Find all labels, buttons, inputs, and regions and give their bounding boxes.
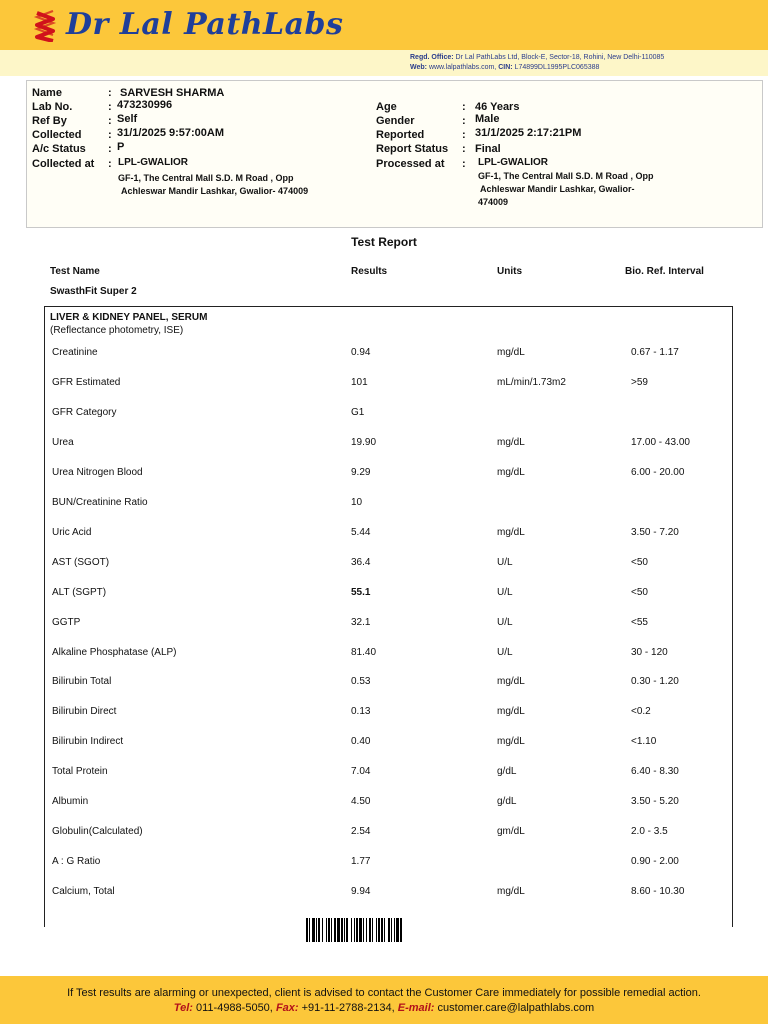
reported-label: Reported bbox=[376, 129, 425, 141]
test-ref-interval: 17.00 - 43.00 bbox=[631, 436, 690, 448]
age-label: Age bbox=[376, 101, 397, 113]
table-row bbox=[0, 377, 768, 395]
processed-address-line3: 474009 bbox=[478, 197, 509, 207]
test-name: GFR Estimated bbox=[52, 376, 121, 388]
test-unit: mL/min/1.73m2 bbox=[497, 376, 566, 388]
test-unit: mg/dL bbox=[497, 436, 525, 448]
table-row bbox=[0, 856, 768, 874]
footer-email[interactable]: customer.care@lalpathlabs.com bbox=[437, 1002, 595, 1014]
test-name: Creatinine bbox=[52, 347, 98, 358]
test-result: 0.13 bbox=[351, 706, 371, 718]
test-unit: mg/dL bbox=[497, 676, 525, 688]
col-header-units: Units bbox=[497, 266, 522, 277]
logo-mark-icon bbox=[32, 10, 58, 42]
test-ref-interval: <0.2 bbox=[631, 706, 651, 718]
col-header-test-name: Test Name bbox=[50, 266, 100, 277]
table-row bbox=[0, 886, 768, 904]
processed-address-line1: GF-1, The Central Mall S.D. M Road , Opp bbox=[478, 171, 654, 181]
test-result: 36.4 bbox=[351, 556, 371, 568]
report-title: Test Report bbox=[351, 235, 417, 249]
logo-text: Dr Lal PathLabs bbox=[66, 7, 344, 42]
report-status-label: Report Status bbox=[376, 143, 449, 155]
test-unit: U/L bbox=[497, 616, 513, 628]
test-ref-interval: 0.67 - 1.17 bbox=[631, 347, 679, 358]
panel-title: LIVER & KIDNEY PANEL, SERUM bbox=[50, 312, 208, 323]
processed-address-line2: Achleswar Mandir Lashkar, Gwalior- bbox=[480, 184, 635, 194]
ac-status-label: A/c Status bbox=[32, 143, 86, 155]
table-row bbox=[0, 407, 768, 425]
footer-contact: Tel: 011-4988-5050, Fax: +91-11-2788-2134, E-mail: customer.care@lalpathlabs.com bbox=[173, 1002, 595, 1014]
regd-office-info: Regd. Office: Dr Lal PathLabs Ltd, Block-E, Sector-18, Rohini, New Delhi-110085 Web: www.lalpathlabs.com, CIN: L74899DL1995PLC065388 bbox=[410, 54, 665, 71]
test-name: Urea Nitrogen Blood bbox=[52, 466, 143, 478]
test-result: 0.94 bbox=[351, 347, 371, 358]
patient-name: SARVESH SHARMA bbox=[120, 87, 225, 99]
test-name: Bilirubin Direct bbox=[52, 706, 117, 718]
footer-tel[interactable]: 011-4988-5050, bbox=[196, 1002, 273, 1014]
report-header bbox=[0, 0, 768, 76]
reported-time: 31/1/2025 2:17:21PM bbox=[475, 127, 582, 139]
table-row bbox=[0, 617, 768, 635]
processed-at-label: Processed at bbox=[376, 158, 445, 170]
test-unit: mg/dL bbox=[497, 886, 525, 898]
table-row bbox=[0, 736, 768, 754]
test-name: Albumin bbox=[52, 796, 89, 808]
test-name: AST (SGOT) bbox=[52, 556, 110, 568]
test-ref-interval: 3.50 - 5.20 bbox=[631, 796, 679, 808]
footer-fax: +91-11-2788-2134, bbox=[301, 1002, 395, 1014]
test-unit: mg/dL bbox=[497, 706, 525, 718]
test-result: 0.53 bbox=[351, 676, 371, 688]
footer-band bbox=[0, 976, 768, 1024]
collected-at: LPL-GWALIOR bbox=[118, 157, 188, 168]
test-name: Urea bbox=[52, 436, 74, 448]
test-name: Uric Acid bbox=[52, 526, 92, 538]
test-name: GFR Category bbox=[52, 406, 117, 418]
collected-at-label: Collected at bbox=[32, 158, 95, 170]
test-name: Bilirubin Indirect bbox=[52, 736, 124, 748]
test-unit: U/L bbox=[497, 556, 513, 568]
collected-label: Collected bbox=[32, 129, 82, 141]
test-name: Calcium, Total bbox=[52, 886, 115, 898]
test-name: Alkaline Phosphatase (ALP) bbox=[52, 646, 177, 658]
test-unit: gm/dL bbox=[497, 826, 525, 838]
name-label: Name bbox=[32, 87, 62, 99]
test-ref-interval: <55 bbox=[631, 616, 648, 628]
test-result: 0.40 bbox=[351, 736, 371, 748]
test-ref-interval: 3.50 - 7.20 bbox=[631, 526, 679, 538]
table-row bbox=[0, 437, 768, 455]
test-result: 9.94 bbox=[351, 886, 371, 898]
table-row bbox=[0, 706, 768, 724]
test-ref-interval: 0.30 - 1.20 bbox=[631, 676, 679, 688]
test-result: 2.54 bbox=[351, 826, 371, 838]
test-ref-interval: 6.00 - 20.00 bbox=[631, 466, 685, 478]
test-unit: mg/dL bbox=[497, 736, 525, 748]
test-ref-interval: >59 bbox=[631, 376, 648, 388]
test-result: G1 bbox=[351, 406, 365, 418]
gender-label: Gender bbox=[376, 115, 415, 127]
test-unit: U/L bbox=[497, 586, 513, 598]
test-result: 1.77 bbox=[351, 856, 371, 868]
table-row bbox=[0, 826, 768, 844]
collected-address-line2: Achleswar Mandir Lashkar, Gwalior- 474009 bbox=[121, 186, 309, 196]
test-name: ALT (SGPT) bbox=[52, 586, 107, 598]
test-group-name: SwasthFit Super 2 bbox=[50, 286, 137, 297]
lab-number: 473230996 bbox=[117, 99, 173, 111]
test-result: 55.1 bbox=[351, 586, 371, 598]
test-result: 7.04 bbox=[351, 766, 371, 778]
table-row bbox=[0, 766, 768, 784]
test-result: 4.50 bbox=[351, 796, 371, 808]
test-unit: mg/dL bbox=[497, 466, 525, 478]
panel-method: (Reflectance photometry, ISE) bbox=[50, 325, 184, 336]
gender-value: Male bbox=[475, 113, 500, 125]
test-ref-interval: 8.60 - 10.30 bbox=[631, 886, 685, 898]
test-result: 81.40 bbox=[351, 646, 377, 658]
test-result: 9.29 bbox=[351, 466, 371, 478]
ref-by: Self bbox=[117, 113, 138, 125]
test-ref-interval: 6.40 - 8.30 bbox=[631, 766, 679, 778]
test-ref-interval: <50 bbox=[631, 586, 648, 598]
test-result: 32.1 bbox=[351, 616, 371, 628]
test-result: 101 bbox=[351, 376, 368, 388]
ac-status: P bbox=[117, 141, 125, 153]
test-unit: g/dL bbox=[497, 766, 517, 778]
test-result: 19.90 bbox=[351, 436, 377, 448]
test-ref-interval: 0.90 - 2.00 bbox=[631, 856, 679, 868]
col-header-ref-interval: Bio. Ref. Interval bbox=[625, 266, 704, 277]
table-row bbox=[0, 467, 768, 485]
age-value: 46 Years bbox=[475, 101, 520, 113]
table-row bbox=[0, 676, 768, 694]
table-row bbox=[0, 557, 768, 575]
processed-at: LPL-GWALIOR bbox=[478, 157, 548, 168]
table-row bbox=[0, 347, 768, 365]
barcode bbox=[306, 918, 472, 942]
table-row bbox=[0, 497, 768, 515]
table-row bbox=[0, 587, 768, 605]
test-unit: g/dL bbox=[497, 796, 517, 808]
labno-label: Lab No. bbox=[32, 101, 73, 113]
test-ref-interval: <1.10 bbox=[631, 736, 657, 748]
test-name: Bilirubin Total bbox=[52, 676, 112, 688]
footer-advisory: If Test results are alarming or unexpected, client is advised to contact the Customer Care immediately for possible remedial action. bbox=[67, 987, 701, 999]
test-unit: U/L bbox=[497, 646, 513, 658]
table-row bbox=[0, 796, 768, 814]
collected-time: 31/1/2025 9:57:00AM bbox=[117, 127, 225, 139]
refby-label: Ref By bbox=[32, 115, 67, 127]
table-row bbox=[0, 647, 768, 665]
test-unit: mg/dL bbox=[497, 526, 525, 538]
test-name: GGTP bbox=[52, 616, 81, 628]
test-ref-interval: 2.0 - 3.5 bbox=[631, 826, 668, 838]
table-row bbox=[0, 527, 768, 545]
report-status: Final bbox=[475, 143, 501, 155]
test-name: A : G Ratio bbox=[52, 856, 101, 868]
test-name: Total Protein bbox=[52, 766, 108, 778]
test-result: 10 bbox=[351, 496, 363, 508]
test-unit: mg/dL bbox=[497, 347, 525, 358]
test-name: BUN/Creatinine Ratio bbox=[52, 496, 148, 508]
test-result: 5.44 bbox=[351, 526, 371, 538]
col-header-results: Results bbox=[351, 266, 388, 277]
test-ref-interval: <50 bbox=[631, 556, 648, 568]
collected-address-line1: GF-1, The Central Mall S.D. M Road , Opp bbox=[118, 173, 294, 183]
test-ref-interval: 30 - 120 bbox=[631, 646, 668, 658]
test-name: Globulin(Calculated) bbox=[52, 826, 143, 838]
